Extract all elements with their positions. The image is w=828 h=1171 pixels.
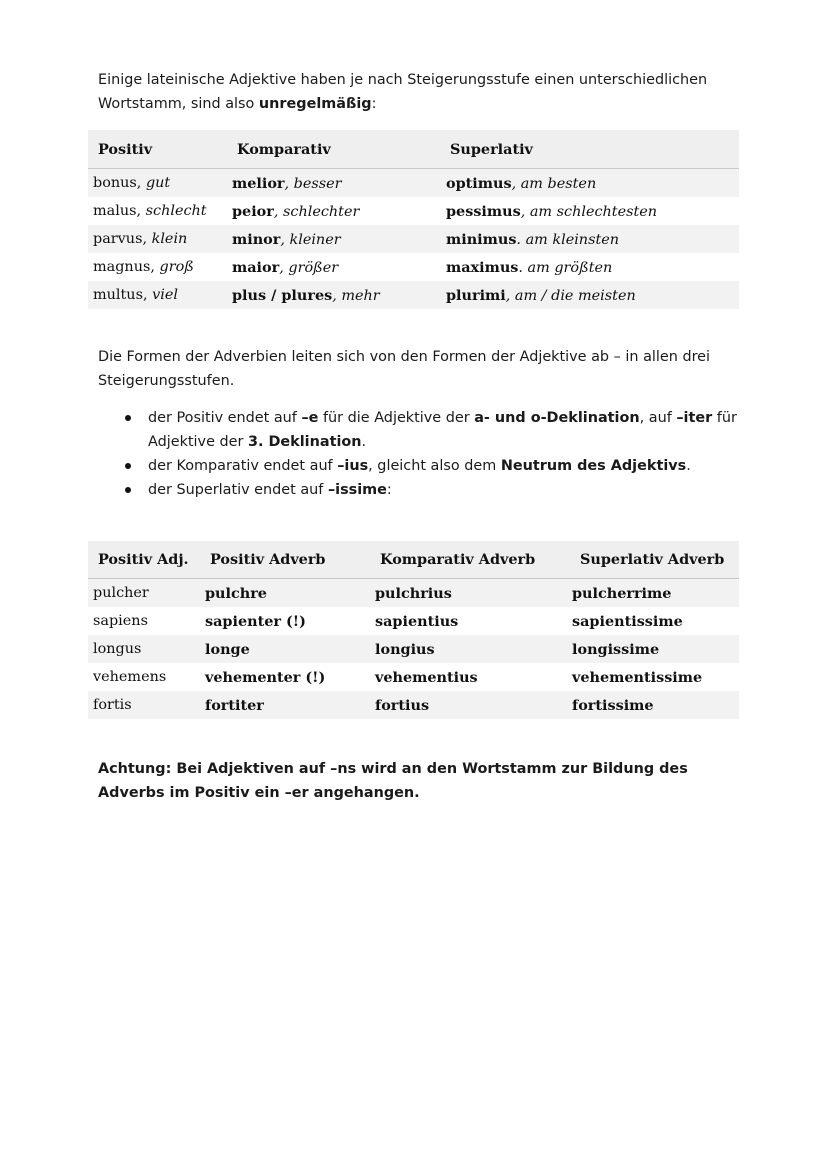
- adverb-intro-text: Die Formen der Adverbien leiten sich von den Formen der Adjektive ab – in allen drei Steigerungsstufen.: [98, 349, 711, 389]
- superlativ-adverb-cell: pulcherrime: [566, 579, 739, 608]
- positiv-adverb-cell: fortiter: [205, 691, 375, 719]
- header-positiv: Positiv: [88, 130, 229, 169]
- komparativ-adverb-cell: longius: [375, 635, 566, 663]
- header-positiv-adj: Positiv Adj.: [88, 541, 205, 579]
- superlativ-adverb-cell: vehementissime: [566, 663, 739, 691]
- table-header-row: [88, 541, 739, 579]
- table-row: [88, 197, 739, 225]
- positiv-cell: malus, schlecht: [88, 197, 229, 225]
- table-row: [88, 635, 739, 663]
- intro-paragraph: [98, 68, 738, 116]
- komparativ-cell: minor, kleiner: [229, 225, 446, 253]
- note-text: Achtung: Bei Adjektiven auf –ns wird an den Wortstamm zur Bildung des Adverbs im Positiv ein –er angehangen.: [98, 761, 688, 801]
- header-positiv-adverb: Positiv Adverb: [205, 541, 375, 579]
- positiv-adverb-cell: pulchre: [205, 579, 375, 608]
- superlativ-cell: optimus, am besten: [446, 169, 739, 198]
- komparativ-cell: peior, schlechter: [229, 197, 446, 225]
- intro-tail: :: [371, 96, 377, 112]
- table-row: [88, 253, 739, 281]
- adverb-rules-list: [98, 406, 738, 502]
- superlativ-cell: plurimi, am / die meisten: [446, 281, 739, 309]
- komparativ-adverb-cell: sapientius: [375, 607, 566, 635]
- irregular-adjectives-table: [88, 130, 739, 309]
- header-komparativ: Komparativ: [229, 130, 446, 169]
- bullet-icon: [125, 487, 131, 493]
- table-row: [88, 225, 739, 253]
- table-header-row: [88, 130, 739, 169]
- positiv-cell: magnus, groß: [88, 253, 229, 281]
- intro-bold: unregelmäßig: [258, 96, 372, 112]
- komparativ-cell: maior, größer: [229, 253, 446, 281]
- adjective-cell: fortis: [88, 691, 205, 719]
- adjective-cell: sapiens: [88, 607, 205, 635]
- komparativ-adverb-cell: fortius: [375, 691, 566, 719]
- positiv-cell: multus, viel: [88, 281, 229, 309]
- adjective-cell: vehemens: [88, 663, 205, 691]
- table-row: [88, 691, 739, 719]
- komparativ-cell: plus / plures, mehr: [229, 281, 446, 309]
- superlativ-adverb-cell: longissime: [566, 635, 739, 663]
- bullet-icon: [125, 463, 131, 469]
- superlativ-cell: maximus. am größten: [446, 253, 739, 281]
- komparativ-cell: melior, besser: [229, 169, 446, 198]
- superlativ-adverb-cell: fortissime: [566, 691, 739, 719]
- adverb-intro-paragraph: [98, 345, 738, 393]
- table-row: [88, 281, 739, 309]
- positiv-cell: parvus, klein: [88, 225, 229, 253]
- table-row: [88, 663, 739, 691]
- list-item: der Komparativ endet auf –ius, gleicht also dem Neutrum des Adjektivs.: [98, 454, 738, 478]
- header-superlativ: Superlativ: [446, 130, 739, 169]
- table-row: [88, 579, 739, 608]
- komparativ-adverb-cell: vehementius: [375, 663, 566, 691]
- komparativ-adverb-cell: pulchrius: [375, 579, 566, 608]
- positiv-adverb-cell: longe: [205, 635, 375, 663]
- positiv-cell: bonus, gut: [88, 169, 229, 198]
- adverb-forms-table: [88, 541, 739, 719]
- list-item: der Positiv endet auf –e für die Adjektive der a- und o-Deklination, auf –iter für Adjektive der 3. Deklination.: [98, 406, 738, 454]
- list-item: der Superlativ endet auf –issime:: [98, 478, 738, 502]
- adjective-cell: longus: [88, 635, 205, 663]
- note-paragraph: [98, 757, 718, 805]
- intro-text: Einige lateinische Adjektive haben je nach Steigerungsstufe einen unterschiedlichen Wortstamm, sind also: [98, 72, 708, 112]
- table-row: [88, 607, 739, 635]
- adjective-cell: pulcher: [88, 579, 205, 608]
- superlativ-cell: minimus. am kleinsten: [446, 225, 739, 253]
- positiv-adverb-cell: vehementer (!): [205, 663, 375, 691]
- header-superlativ-adverb: Superlativ Adverb: [566, 541, 739, 579]
- table-row: [88, 169, 739, 198]
- bullet-icon: [125, 415, 131, 421]
- superlativ-cell: pessimus, am schlechtesten: [446, 197, 739, 225]
- positiv-adverb-cell: sapienter (!): [205, 607, 375, 635]
- superlativ-adverb-cell: sapientissime: [566, 607, 739, 635]
- header-komparativ-adverb: Komparativ Adverb: [375, 541, 566, 579]
